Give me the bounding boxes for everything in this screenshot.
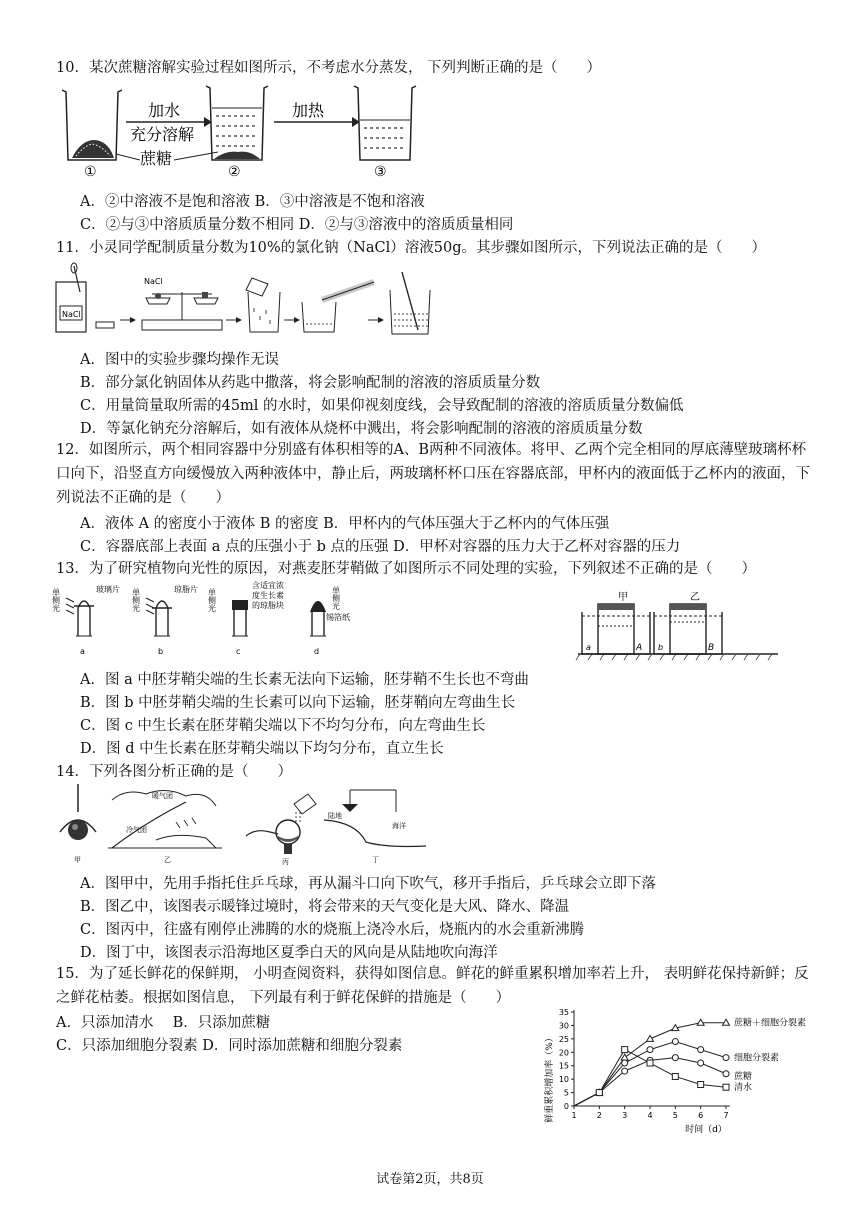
- q10-label-3: ③: [374, 164, 387, 180]
- q10-options-cd: C．②与③中溶质质量分数不相同 D．②与③溶液中的溶质质量相同: [80, 217, 514, 233]
- q12-options-cd: C．容器底部上表面 a 点的压强小于 b 点的压强 D．甲杯对容器的压力大于乙杯对容器的压力: [80, 539, 681, 555]
- q13-option-d: D．图 d 中生长素在胚芽鞘尖端以下均匀分布，直立生长: [80, 741, 444, 757]
- chart-x-tick-label: 4: [647, 1111, 653, 1120]
- beaker-1: [62, 90, 122, 160]
- chart-point: [672, 1073, 678, 1079]
- q14-stem: 14．下列各图分析正确的是（ ）: [56, 764, 292, 780]
- balance: [142, 277, 222, 330]
- q10-label-1: ①: [84, 164, 97, 180]
- chart-point: [723, 1019, 730, 1025]
- chart-y-tick-label: 15: [558, 1061, 569, 1071]
- fig-yi-label: 乙: [164, 856, 171, 864]
- chart-x-axis-label: 时间（d）: [685, 1125, 727, 1135]
- q13-stem: 13．为了研究植物向光性的原因，对燕麦胚芽鞘做了如图所示不同处理的实验，下列叙述不正确的是（ ）: [56, 561, 756, 577]
- chart-point: [596, 1090, 602, 1096]
- q15-stem: 15．为了延长鲜花的保鲜期， 小明查阅资料，获得如图信息。鲜花的鲜重累积增加率若上升， 表明鲜花保持新鲜；反之鲜花枯萎。根据如图信息， 下列最有利于鲜花保鲜的措施是（ ）: [56, 966, 809, 1006]
- q13-option-a: A．图 a 中胚芽鞘尖端的生长素无法向下运输，胚芽鞘不生长也不弯曲: [80, 672, 529, 688]
- liquid-a-label: A: [636, 643, 643, 653]
- q10-label-2: ②: [228, 164, 241, 180]
- q15-options-cd: C．只添加细胞分裂素 D．同时添加蔗糖和细胞分裂素: [56, 1038, 403, 1054]
- q13-option-b: B．图 b 中胚芽鞘尖端的生长素可以向下运输，胚芽鞘向左弯曲生长: [80, 695, 516, 711]
- chart-point: [723, 1071, 729, 1077]
- q10-add-water: 加水: [148, 101, 181, 120]
- chart-point: [647, 1047, 653, 1053]
- chart-x-tick-label: 6: [698, 1111, 704, 1120]
- chart-point: [621, 1054, 628, 1060]
- label-b: b: [158, 647, 164, 656]
- container-b: [654, 591, 722, 654]
- agar-label-1: 含适宜浓: [252, 581, 284, 590]
- sea-label: 海洋: [392, 822, 406, 830]
- page-footer: 试卷第2页，共8页: [376, 1172, 484, 1187]
- chart-point: [698, 1047, 704, 1053]
- q12-figure: [578, 592, 778, 662]
- chart-series-label: 蔗糖: [734, 1071, 753, 1082]
- fig-bing-label: 丙: [282, 858, 289, 866]
- freshness-chart: [540, 1008, 830, 1136]
- chart-series-label: 细胞分裂素: [734, 1053, 780, 1064]
- foil-label: 锡箔纸: [326, 613, 350, 622]
- q14-option-b: B．图乙中，该图表示暖锋过境时，将会带来的天气变化是大风、降水、降温: [80, 899, 570, 915]
- light-label-c: 单侧光: [207, 588, 217, 612]
- cylinder-pouring: [302, 282, 374, 332]
- point-b-label: b: [658, 643, 664, 652]
- coleoptile-d: [310, 585, 350, 656]
- chart-point: [697, 1019, 704, 1025]
- reagent-bottle: [56, 263, 114, 332]
- glass-label: 玻璃片: [96, 585, 120, 594]
- q13-figure: [51, 580, 350, 660]
- q11-option-b: B．部分氯化钠固体从药匙中撒落，将会影响配制的溶液的溶质质量分数: [80, 375, 541, 391]
- warm-air-label: 暖气团: [152, 792, 173, 800]
- q14-option-c: C．图丙中，往盛有刚停止沸腾的水的烧瓶上浇冷水后，烧瓶内的水会重新沸腾: [80, 922, 585, 938]
- chart-point: [672, 1055, 678, 1061]
- land-label: 陆地: [328, 812, 342, 820]
- chart-point: [698, 1082, 704, 1088]
- liquid-b-label: B: [708, 643, 715, 653]
- chart-point: [622, 1068, 628, 1074]
- q11-option-a: A．图中的实验步骤均操作无误: [80, 352, 279, 368]
- point-a-label: a: [586, 643, 591, 652]
- q10-options-ab: A．②中溶液不是饱和溶液 B．③中溶液是不饱和溶液: [80, 194, 425, 210]
- chart-x-tick-label: 7: [723, 1111, 729, 1120]
- agar-label-2: 度生长素: [252, 591, 284, 600]
- label-d: d: [314, 647, 320, 656]
- chart-y-tick-label: 5: [563, 1088, 569, 1098]
- chart-series-label: 清水: [734, 1083, 753, 1094]
- funnel-ball-diagram: [60, 784, 96, 864]
- coleoptile-a: [52, 584, 121, 656]
- q10-heat: 加热: [292, 101, 325, 120]
- nacl-bottle-label: NaCl: [62, 310, 81, 319]
- chart-y-tick-label: 20: [558, 1048, 569, 1058]
- agar-label-3: 的琼脂块: [252, 601, 284, 610]
- q13-option-c: C．图 c 中生长素在胚芽鞘尖端以下不均匀分布，向左弯曲生长: [80, 718, 486, 734]
- land-sea-diagram: [324, 790, 426, 864]
- q10-figure: [56, 80, 416, 180]
- chart-x-tick-label: 2: [596, 1111, 602, 1120]
- chart-x-tick-label: 5: [672, 1111, 678, 1120]
- beaker-pouring: [246, 278, 280, 332]
- chart-y-tick-label: 35: [558, 1008, 569, 1017]
- light-label-a: 单侧光: [51, 588, 61, 612]
- beaker-2: [206, 86, 268, 160]
- mica-label: 琼脂片: [174, 585, 198, 594]
- q10-sugar-label: 蔗糖: [140, 149, 173, 168]
- q11-option-c: C．用量筒量取所需的45ml 的水时，如果仰视刻度线，会导致配制的溶液的溶质质量分数偏低: [80, 398, 684, 414]
- label-c: c: [236, 647, 241, 656]
- chart-x-tick-label: 1: [571, 1111, 577, 1120]
- fig-ding-label: 丁: [372, 856, 379, 864]
- q11-figure: [56, 262, 436, 342]
- chart-point: [723, 1055, 729, 1061]
- nacl-balance-label: NaCl: [144, 277, 163, 286]
- beaker-3: [354, 86, 416, 160]
- fig-jia-label: 甲: [74, 856, 81, 864]
- chart-point: [622, 1060, 628, 1066]
- coleoptile-c: [208, 580, 285, 656]
- chart-y-tick-label: 30: [558, 1021, 569, 1031]
- q11-option-d: D．等氯化钠充分溶解后，如有液体从烧杯中溅出，将会影响配制的溶液的溶质质量分数: [80, 421, 643, 437]
- chart-y-tick-label: 25: [558, 1034, 569, 1044]
- chart-y-axis-label: 鲜重累积增加率（%）: [545, 1033, 555, 1123]
- flask-diagram: [246, 794, 316, 866]
- q12-stem: 12．如图所示，两个相同容器中分别盛有体积相等的A、B两种不同液体。将甲、乙两个完全相同的厚底薄壁玻璃杯杯口向下，沿竖直方向缓慢放入两种液体中，静止后，两玻璃杯杯口压在容器底部，甲杯内的液面低于乙杯内的液面，下列说法不正确的是（ ）: [56, 442, 810, 506]
- light-label-d: 单侧光: [331, 586, 341, 610]
- q11-stem: 11．小灵同学配制质量分数为10%的氯化钠（NaCl）溶液50g。其步骤如图所示，下列说法正确的是（ ）: [56, 240, 766, 256]
- label-a: a: [80, 647, 85, 656]
- q14-figure: [56, 782, 456, 866]
- beaker-stirring: [390, 272, 430, 334]
- chart-point: [672, 1039, 678, 1045]
- front-diagram: [108, 790, 222, 864]
- chart-x-tick-label: 3: [622, 1111, 628, 1120]
- chart-point: [698, 1060, 704, 1066]
- cup-jia-label: 甲: [618, 592, 628, 603]
- q14-option-d: D．图丁中，该图表示沿海地区夏季白天的风向是从陆地吹向海洋: [80, 945, 498, 961]
- cup-yi-label: 乙: [690, 592, 700, 603]
- chart-point: [647, 1060, 653, 1066]
- chart-y-tick-label: 10: [558, 1075, 569, 1085]
- q10-dissolve: 充分溶解: [130, 125, 195, 144]
- chart-y-tick-label: 0: [563, 1102, 569, 1111]
- container-a: [582, 591, 650, 654]
- chart-point: [723, 1084, 729, 1090]
- coleoptile-b: [132, 584, 199, 656]
- q12-options-ab: A．液体 A 的密度小于液体 B 的密度 B．甲杯内的气体压强大于乙杯内的气体压强: [80, 516, 610, 532]
- q10-stem: 10．某次蔗糖溶解实验过程如图所示，不考虑水分蒸发， 下列判断正确的是（ ）: [56, 60, 602, 76]
- chart-series-label: 蔗糖＋细胞分裂素: [734, 1018, 807, 1029]
- q15-options-ab: A．只添加清水 B．只添加蔗糖: [56, 1015, 271, 1031]
- chart-point: [622, 1047, 628, 1053]
- light-label-b: 单侧光: [131, 588, 141, 612]
- q14-option-a: A．图甲中，先用手指托住乒乓球，再从漏斗口向下吹气，移开手指后，乒乓球会立即下落: [80, 876, 656, 892]
- cold-air-label: 冷气团: [126, 826, 147, 834]
